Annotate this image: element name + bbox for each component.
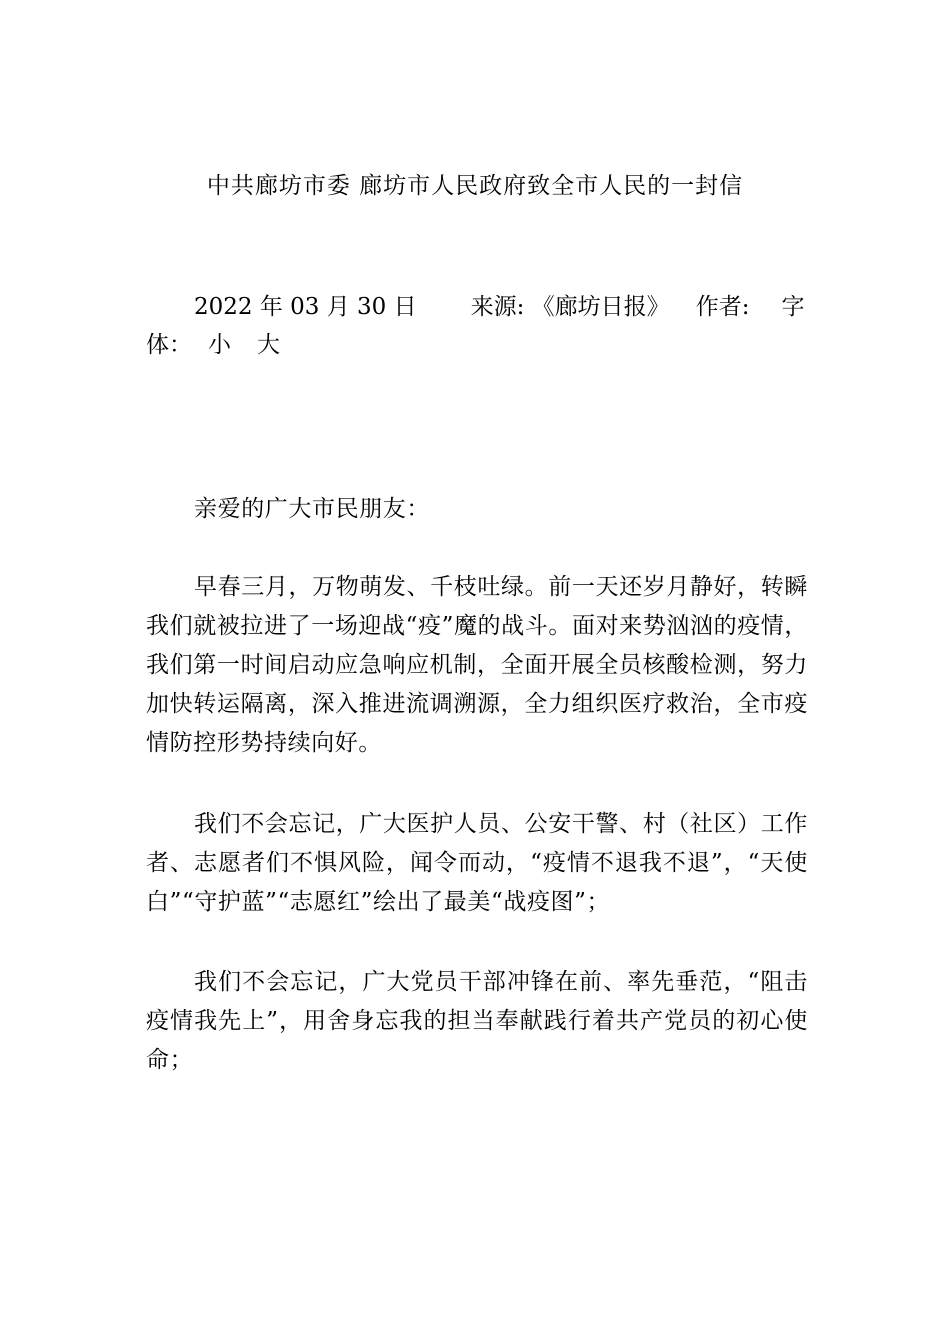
greeting: 亲爱的广大市民朋友： xyxy=(194,496,430,522)
article-title: 中共廊坊市委 廊坊市人民政府致全市人民的一封信 xyxy=(206,173,744,199)
meta-row-1 xyxy=(146,288,806,326)
font-size-label-end: 体： xyxy=(146,332,192,358)
font-size-large-button[interactable]: 大 xyxy=(257,332,280,358)
article-meta xyxy=(146,288,806,364)
font-size-label-start: 字 xyxy=(781,294,805,320)
source-label: 来源: 《廊坊日报》 xyxy=(470,294,670,320)
meta-row-2 xyxy=(146,326,806,364)
paragraph-3: 我们不会忘记，广大党员干部冲锋在前、率先垂范，“阻击疫情我先上”，用舍身忘我的担当奉献践行着共产党员的初心使命； xyxy=(146,969,808,1073)
author-label: 作者: xyxy=(695,294,750,320)
font-size-small-button[interactable]: 小 xyxy=(208,332,231,358)
publish-date: 2022 年 03 月 30 日 xyxy=(194,294,417,320)
paragraph-2: 我们不会忘记，广大医护人员、公安干警、村（社区）工作者、志愿者们不惧风险，闻令而动，“疫情不退我不退”，“天使白”“守护蓝”“志愿红”绘出了最美“战疫图”； xyxy=(146,811,808,915)
paragraph-1: 早春三月，万物萌发、千枝吐绿。前一天还岁月静好，转瞬我们就被拉进了一场迎战“疫”魔的战斗。面对来势汹汹的疫情，我们第一时间启动应急响应机制，全面开展全员核酸检测，努力加快转运隔离，深入推进流调溯源，全力组织医疗救治，全市疫情防控形势持续向好。 xyxy=(146,574,808,756)
